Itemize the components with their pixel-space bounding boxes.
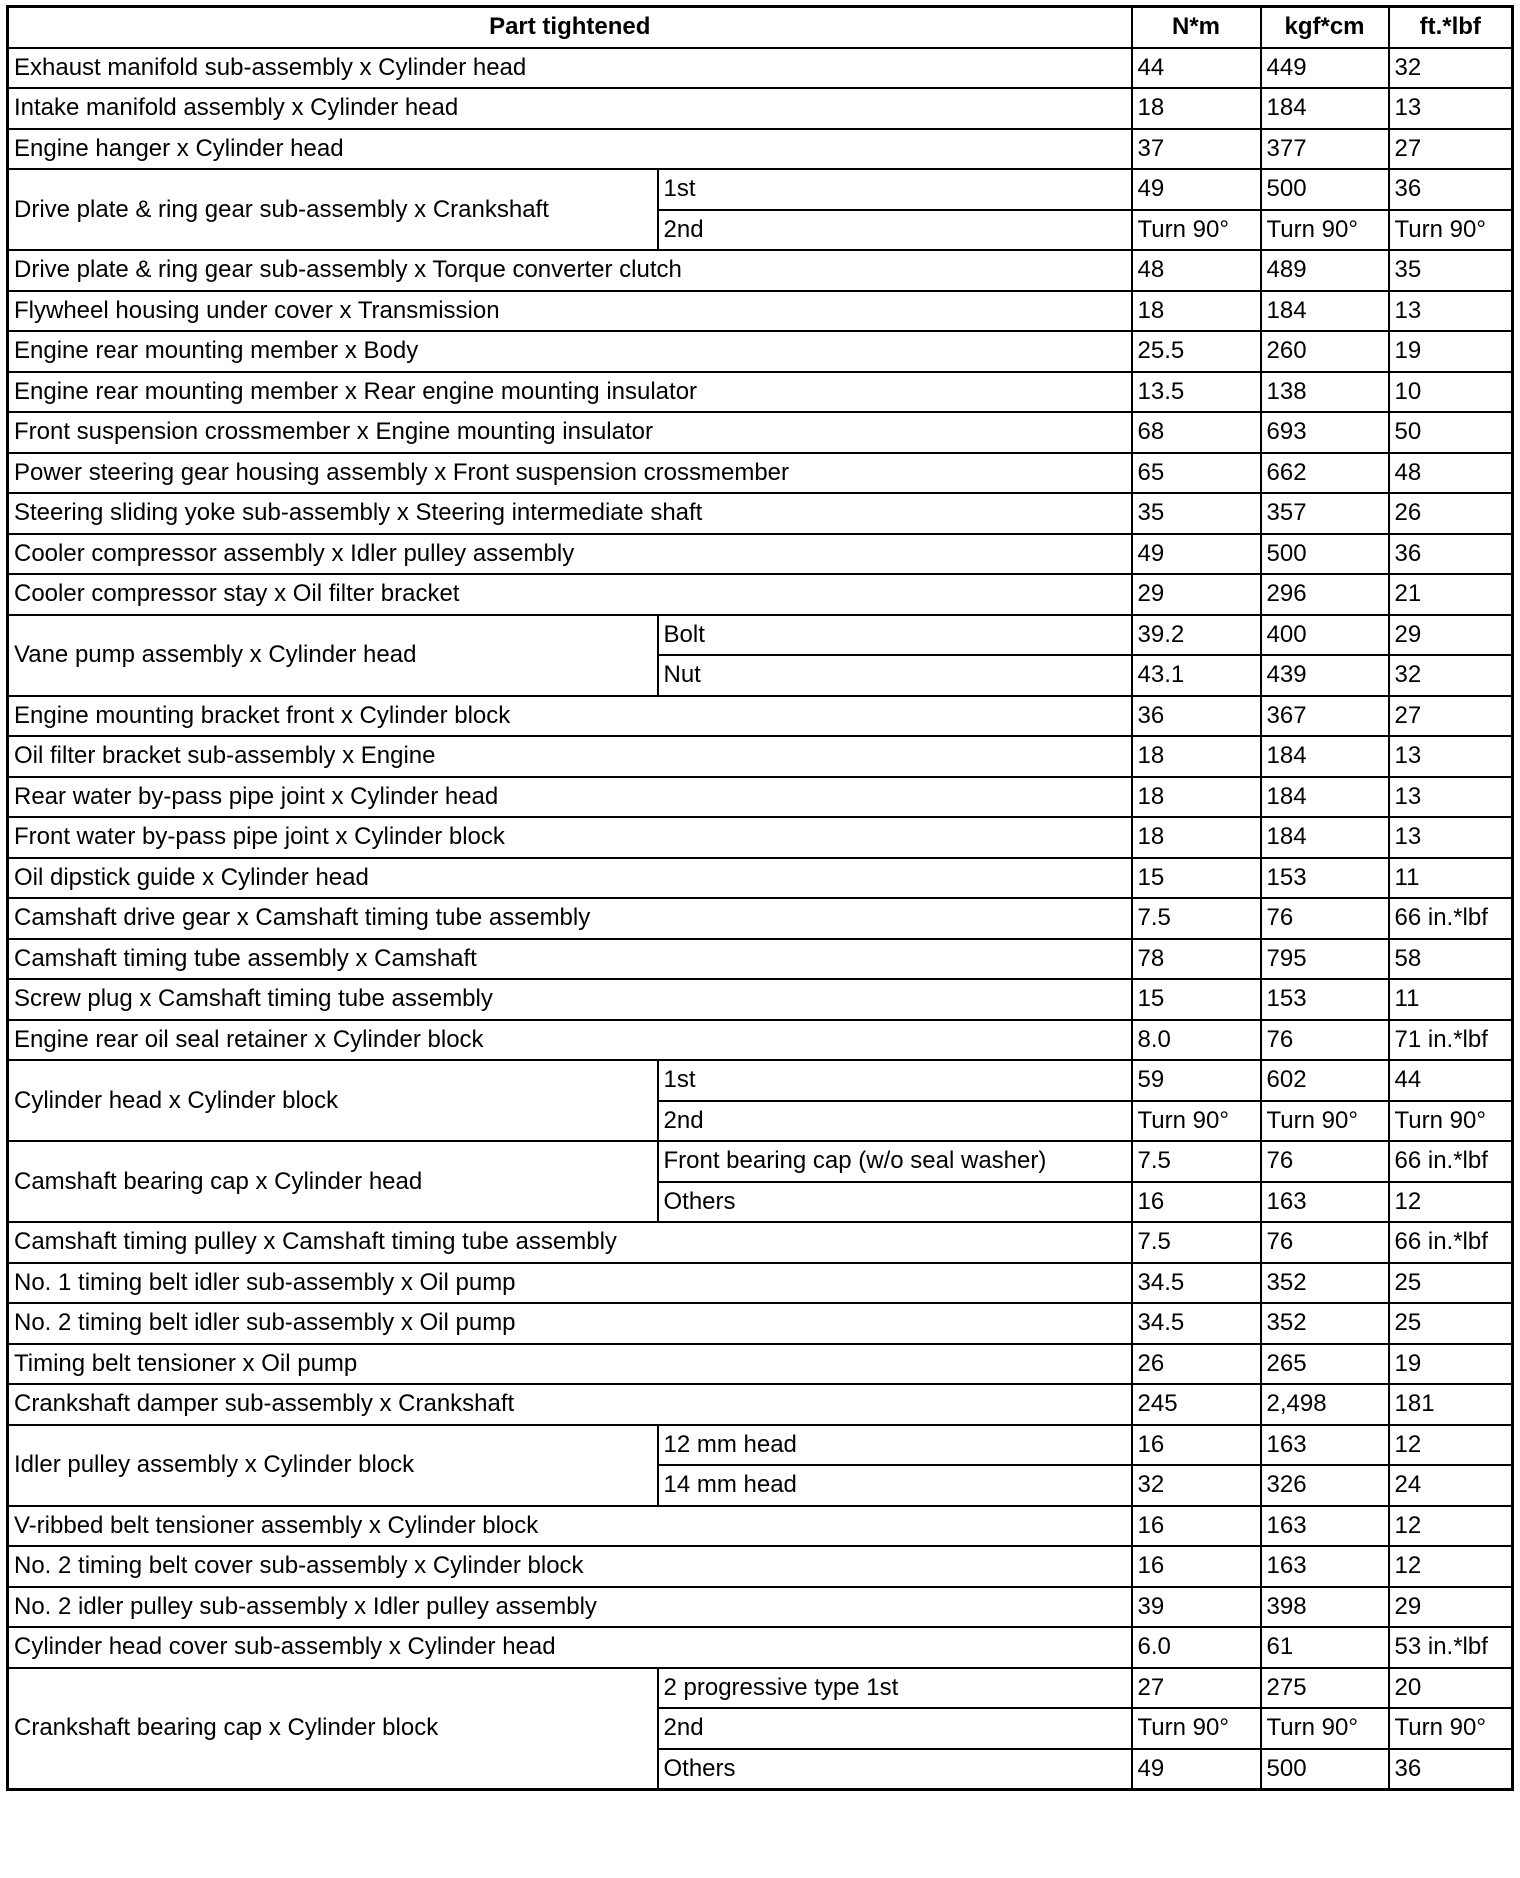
kgf-cm-cell: 275 [1261, 1668, 1389, 1709]
part-cell: Rear water by-pass pipe joint x Cylinder head [8, 777, 1132, 818]
nm-cell: 15 [1132, 858, 1261, 899]
part-cell: No. 2 timing belt idler sub-assembly x Oil pump [8, 1303, 1132, 1344]
table-row [8, 534, 1513, 575]
part-cell: Camshaft bearing cap x Cylinder head [8, 1141, 658, 1222]
ft-lbf-cell: 35 [1389, 250, 1513, 291]
nm-cell: Turn 90° [1132, 1708, 1261, 1749]
kgf-cm-cell: 184 [1261, 88, 1389, 129]
kgf-cm-cell: 163 [1261, 1506, 1389, 1547]
table-row [8, 979, 1513, 1020]
ft-lbf-cell: 21 [1389, 574, 1513, 615]
nm-cell: 13.5 [1132, 372, 1261, 413]
kgf-cm-cell: Turn 90° [1261, 210, 1389, 251]
ft-lbf-cell: 25 [1389, 1303, 1513, 1344]
kgf-cm-cell: 296 [1261, 574, 1389, 615]
table-row [8, 1222, 1513, 1263]
kgf-cm-cell: 489 [1261, 250, 1389, 291]
kgf-cm-cell: 367 [1261, 696, 1389, 737]
part-cell: Camshaft timing pulley x Camshaft timing tube assembly [8, 1222, 1132, 1263]
table-row [8, 574, 1513, 615]
table-row [8, 453, 1513, 494]
table-row [8, 1587, 1513, 1628]
part-cell: Front suspension crossmember x Engine mounting insulator [8, 412, 1132, 453]
part-cell: Timing belt tensioner x Oil pump [8, 1344, 1132, 1385]
condition-cell: 2nd [658, 210, 1132, 251]
condition-cell: Others [658, 1182, 1132, 1223]
nm-cell: 29 [1132, 574, 1261, 615]
table-row [8, 129, 1513, 170]
nm-cell: 6.0 [1132, 1627, 1261, 1668]
table-row [8, 1425, 1513, 1466]
ft-lbf-cell: 36 [1389, 169, 1513, 210]
ft-lbf-cell: Turn 90° [1389, 1101, 1513, 1142]
nm-cell: 68 [1132, 412, 1261, 453]
table-row [8, 1020, 1513, 1061]
ft-lbf-cell: 12 [1389, 1425, 1513, 1466]
nm-cell: 65 [1132, 453, 1261, 494]
ft-lbf-cell: 13 [1389, 88, 1513, 129]
table-row [8, 1060, 1513, 1101]
nm-cell: 245 [1132, 1384, 1261, 1425]
nm-cell: 18 [1132, 291, 1261, 332]
nm-cell: 37 [1132, 129, 1261, 170]
nm-cell: 32 [1132, 1465, 1261, 1506]
nm-cell: 7.5 [1132, 1141, 1261, 1182]
ft-lbf-cell: 26 [1389, 493, 1513, 534]
table-row [8, 250, 1513, 291]
ft-lbf-cell: 19 [1389, 1344, 1513, 1385]
part-cell: Drive plate & ring gear sub-assembly x Crankshaft [8, 169, 658, 250]
kgf-cm-cell: 357 [1261, 493, 1389, 534]
part-cell: Oil dipstick guide x Cylinder head [8, 858, 1132, 899]
ft-lbf-cell: 12 [1389, 1506, 1513, 1547]
part-cell: Engine rear mounting member x Rear engine mounting insulator [8, 372, 1132, 413]
kgf-cm-cell: 377 [1261, 129, 1389, 170]
ft-lbf-cell: 66 in.*lbf [1389, 1141, 1513, 1182]
part-cell: No. 2 idler pulley sub-assembly x Idler pulley assembly [8, 1587, 1132, 1628]
condition-cell: 12 mm head [658, 1425, 1132, 1466]
header-nm: N*m [1132, 7, 1261, 48]
ft-lbf-cell: 48 [1389, 453, 1513, 494]
condition-cell: Bolt [658, 615, 1132, 656]
part-cell: Cylinder head cover sub-assembly x Cylinder head [8, 1627, 1132, 1668]
part-cell: Front water by-pass pipe joint x Cylinder block [8, 817, 1132, 858]
part-cell: Power steering gear housing assembly x Front suspension crossmember [8, 453, 1132, 494]
kgf-cm-cell: 439 [1261, 655, 1389, 696]
table-row [8, 48, 1513, 89]
kgf-cm-cell: 138 [1261, 372, 1389, 413]
ft-lbf-cell: 11 [1389, 858, 1513, 899]
ft-lbf-cell: 13 [1389, 817, 1513, 858]
header-kgf-cm: kgf*cm [1261, 7, 1389, 48]
nm-cell: 35 [1132, 493, 1261, 534]
table-row [8, 1344, 1513, 1385]
kgf-cm-cell: 352 [1261, 1263, 1389, 1304]
kgf-cm-cell: 500 [1261, 1749, 1389, 1790]
ft-lbf-cell: 29 [1389, 615, 1513, 656]
condition-cell: Others [658, 1749, 1132, 1790]
part-cell: Flywheel housing under cover x Transmission [8, 291, 1132, 332]
part-cell: Idler pulley assembly x Cylinder block [8, 1425, 658, 1506]
table-row [8, 858, 1513, 899]
nm-cell: 59 [1132, 1060, 1261, 1101]
kgf-cm-cell: 602 [1261, 1060, 1389, 1101]
part-cell: No. 2 timing belt cover sub-assembly x Cylinder block [8, 1546, 1132, 1587]
nm-cell: 27 [1132, 1668, 1261, 1709]
kgf-cm-cell: 449 [1261, 48, 1389, 89]
kgf-cm-cell: 184 [1261, 817, 1389, 858]
part-cell: Steering sliding yoke sub-assembly x Steering intermediate shaft [8, 493, 1132, 534]
table-row [8, 777, 1513, 818]
nm-cell: 49 [1132, 534, 1261, 575]
part-cell: Crankshaft damper sub-assembly x Crankshaft [8, 1384, 1132, 1425]
kgf-cm-cell: 184 [1261, 291, 1389, 332]
ft-lbf-cell: 24 [1389, 1465, 1513, 1506]
ft-lbf-cell: 13 [1389, 777, 1513, 818]
part-cell: Camshaft drive gear x Camshaft timing tube assembly [8, 898, 1132, 939]
condition-cell: Nut [658, 655, 1132, 696]
nm-cell: 78 [1132, 939, 1261, 980]
part-cell: Cooler compressor stay x Oil filter bracket [8, 574, 1132, 615]
part-cell: No. 1 timing belt idler sub-assembly x Oil pump [8, 1263, 1132, 1304]
table-row [8, 169, 1513, 210]
nm-cell: 43.1 [1132, 655, 1261, 696]
kgf-cm-cell: 400 [1261, 615, 1389, 656]
ft-lbf-cell: 12 [1389, 1182, 1513, 1223]
torque-specification-table [6, 5, 1514, 1791]
nm-cell: 7.5 [1132, 1222, 1261, 1263]
kgf-cm-cell: 76 [1261, 1020, 1389, 1061]
nm-cell: 34.5 [1132, 1303, 1261, 1344]
nm-cell: 25.5 [1132, 331, 1261, 372]
condition-cell: 2 progressive type 1st [658, 1668, 1132, 1709]
nm-cell: 26 [1132, 1344, 1261, 1385]
kgf-cm-cell: 76 [1261, 1141, 1389, 1182]
header-ft-lbf: ft.*lbf [1389, 7, 1513, 48]
nm-cell: 15 [1132, 979, 1261, 1020]
kgf-cm-cell: 398 [1261, 1587, 1389, 1628]
part-cell: Vane pump assembly x Cylinder head [8, 615, 658, 696]
part-cell: Drive plate & ring gear sub-assembly x Torque converter clutch [8, 250, 1132, 291]
ft-lbf-cell: 66 in.*lbf [1389, 898, 1513, 939]
nm-cell: 18 [1132, 736, 1261, 777]
table-row [8, 1506, 1513, 1547]
nm-cell: 48 [1132, 250, 1261, 291]
header-part-tightened: Part tightened [8, 7, 1132, 48]
table-row [8, 372, 1513, 413]
condition-cell: 1st [658, 1060, 1132, 1101]
table-row [8, 1668, 1513, 1709]
table-row [8, 1627, 1513, 1668]
kgf-cm-cell: 693 [1261, 412, 1389, 453]
kgf-cm-cell: 184 [1261, 736, 1389, 777]
condition-cell: 14 mm head [658, 1465, 1132, 1506]
nm-cell: 39.2 [1132, 615, 1261, 656]
part-cell: Intake manifold assembly x Cylinder head [8, 88, 1132, 129]
kgf-cm-cell: 500 [1261, 169, 1389, 210]
nm-cell: 49 [1132, 1749, 1261, 1790]
table-row [8, 939, 1513, 980]
ft-lbf-cell: 36 [1389, 1749, 1513, 1790]
table-row [8, 493, 1513, 534]
ft-lbf-cell: 10 [1389, 372, 1513, 413]
kgf-cm-cell: 795 [1261, 939, 1389, 980]
part-cell: Engine rear oil seal retainer x Cylinder block [8, 1020, 1132, 1061]
nm-cell: 44 [1132, 48, 1261, 89]
nm-cell: 39 [1132, 1587, 1261, 1628]
ft-lbf-cell: 53 in.*lbf [1389, 1627, 1513, 1668]
nm-cell: 16 [1132, 1506, 1261, 1547]
ft-lbf-cell: Turn 90° [1389, 210, 1513, 251]
kgf-cm-cell: 153 [1261, 979, 1389, 1020]
ft-lbf-cell: 29 [1389, 1587, 1513, 1628]
ft-lbf-cell: 66 in.*lbf [1389, 1222, 1513, 1263]
kgf-cm-cell: 184 [1261, 777, 1389, 818]
kgf-cm-cell: Turn 90° [1261, 1708, 1389, 1749]
kgf-cm-cell: 76 [1261, 898, 1389, 939]
part-cell: Exhaust manifold sub-assembly x Cylinder head [8, 48, 1132, 89]
ft-lbf-cell: 32 [1389, 655, 1513, 696]
nm-cell: 36 [1132, 696, 1261, 737]
nm-cell: 34.5 [1132, 1263, 1261, 1304]
kgf-cm-cell: 662 [1261, 453, 1389, 494]
table-row [8, 736, 1513, 777]
table-row [8, 615, 1513, 656]
ft-lbf-cell: 27 [1389, 696, 1513, 737]
kgf-cm-cell: 76 [1261, 1222, 1389, 1263]
part-cell: Engine mounting bracket front x Cylinder block [8, 696, 1132, 737]
table-row [8, 1384, 1513, 1425]
ft-lbf-cell: 11 [1389, 979, 1513, 1020]
kgf-cm-cell: 500 [1261, 534, 1389, 575]
condition-cell: 1st [658, 169, 1132, 210]
part-cell: Engine rear mounting member x Body [8, 331, 1132, 372]
nm-cell: 49 [1132, 169, 1261, 210]
part-cell: Camshaft timing tube assembly x Camshaft [8, 939, 1132, 980]
header-row [8, 7, 1513, 48]
table-row [8, 817, 1513, 858]
ft-lbf-cell: 25 [1389, 1263, 1513, 1304]
kgf-cm-cell: 2,498 [1261, 1384, 1389, 1425]
part-cell: Engine hanger x Cylinder head [8, 129, 1132, 170]
part-cell: Screw plug x Camshaft timing tube assembly [8, 979, 1132, 1020]
nm-cell: Turn 90° [1132, 1101, 1261, 1142]
ft-lbf-cell: 181 [1389, 1384, 1513, 1425]
kgf-cm-cell: 352 [1261, 1303, 1389, 1344]
nm-cell: 18 [1132, 88, 1261, 129]
condition-cell: Front bearing cap (w/o seal washer) [658, 1141, 1132, 1182]
part-cell: Cooler compressor assembly x Idler pulley assembly [8, 534, 1132, 575]
ft-lbf-cell: 12 [1389, 1546, 1513, 1587]
table-row [8, 331, 1513, 372]
kgf-cm-cell: 260 [1261, 331, 1389, 372]
table-row [8, 412, 1513, 453]
table-row [8, 1303, 1513, 1344]
kgf-cm-cell: 153 [1261, 858, 1389, 899]
ft-lbf-cell: 13 [1389, 736, 1513, 777]
kgf-cm-cell: 61 [1261, 1627, 1389, 1668]
kgf-cm-cell: 163 [1261, 1425, 1389, 1466]
ft-lbf-cell: 50 [1389, 412, 1513, 453]
nm-cell: 7.5 [1132, 898, 1261, 939]
torque-table-container [6, 5, 1514, 1791]
condition-cell: 2nd [658, 1708, 1132, 1749]
table-row [8, 88, 1513, 129]
ft-lbf-cell: 13 [1389, 291, 1513, 332]
ft-lbf-cell: 27 [1389, 129, 1513, 170]
nm-cell: 16 [1132, 1425, 1261, 1466]
kgf-cm-cell: 265 [1261, 1344, 1389, 1385]
kgf-cm-cell: 163 [1261, 1182, 1389, 1223]
nm-cell: 18 [1132, 817, 1261, 858]
nm-cell: 8.0 [1132, 1020, 1261, 1061]
table-row [8, 1141, 1513, 1182]
ft-lbf-cell: 19 [1389, 331, 1513, 372]
part-cell: Cylinder head x Cylinder block [8, 1060, 658, 1141]
table-row [8, 1546, 1513, 1587]
kgf-cm-cell: Turn 90° [1261, 1101, 1389, 1142]
ft-lbf-cell: Turn 90° [1389, 1708, 1513, 1749]
ft-lbf-cell: 44 [1389, 1060, 1513, 1101]
ft-lbf-cell: 71 in.*lbf [1389, 1020, 1513, 1061]
part-cell: Oil filter bracket sub-assembly x Engine [8, 736, 1132, 777]
part-cell: Crankshaft bearing cap x Cylinder block [8, 1668, 658, 1790]
kgf-cm-cell: 326 [1261, 1465, 1389, 1506]
ft-lbf-cell: 58 [1389, 939, 1513, 980]
table-row [8, 1263, 1513, 1304]
table-body [8, 48, 1513, 1790]
nm-cell: 16 [1132, 1546, 1261, 1587]
ft-lbf-cell: 20 [1389, 1668, 1513, 1709]
kgf-cm-cell: 163 [1261, 1546, 1389, 1587]
table-row [8, 291, 1513, 332]
part-cell: V-ribbed belt tensioner assembly x Cylinder block [8, 1506, 1132, 1547]
ft-lbf-cell: 36 [1389, 534, 1513, 575]
nm-cell: Turn 90° [1132, 210, 1261, 251]
ft-lbf-cell: 32 [1389, 48, 1513, 89]
table-row [8, 696, 1513, 737]
nm-cell: 16 [1132, 1182, 1261, 1223]
condition-cell: 2nd [658, 1101, 1132, 1142]
table-row [8, 898, 1513, 939]
nm-cell: 18 [1132, 777, 1261, 818]
